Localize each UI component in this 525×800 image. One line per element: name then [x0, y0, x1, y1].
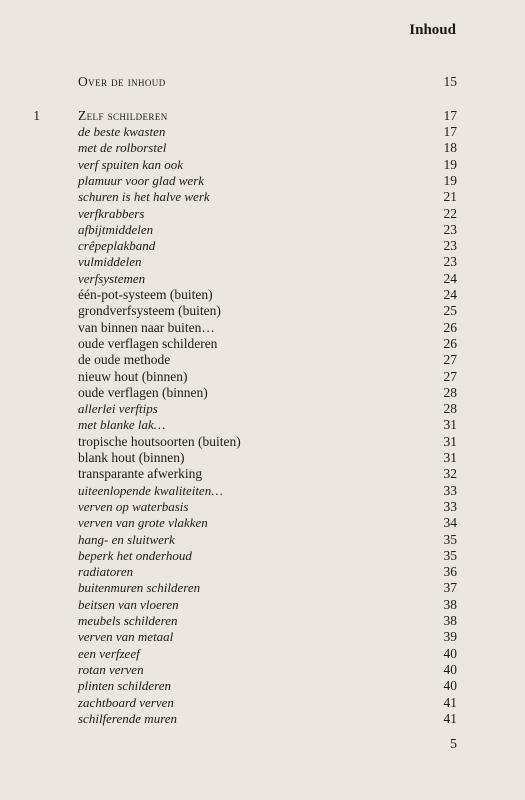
toc-entry-title: oude verflagen schilderen	[78, 335, 218, 351]
toc-entry-page: 27	[443, 368, 457, 384]
toc-entry[interactable]	[78, 173, 457, 189]
toc-entry[interactable]	[78, 238, 457, 254]
toc-entry-page: 35	[443, 547, 457, 563]
toc-entry-title: oude verflagen (binnen)	[78, 384, 208, 400]
toc-entry[interactable]	[78, 189, 457, 205]
toc-entry[interactable]	[78, 385, 457, 401]
toc-entry-page: 23	[443, 221, 457, 237]
toc-entry[interactable]	[78, 515, 457, 531]
toc-entry-title: afbijtmiddelen	[78, 221, 154, 237]
toc-entry[interactable]	[78, 222, 457, 238]
toc-entry-title: hang- en sluitwerk	[78, 531, 175, 547]
toc-entry-page: 22	[443, 205, 457, 221]
toc-entry-title: de oude methode	[78, 352, 171, 368]
toc-entry[interactable]	[78, 287, 457, 303]
toc-entry[interactable]	[78, 678, 457, 694]
toc-entry-page: 24	[443, 270, 457, 286]
toc-entry[interactable]	[78, 466, 457, 482]
toc-entry-title: Zelf schilderen	[78, 108, 168, 123]
toc-entry-title: blank hout (binnen)	[78, 450, 185, 465]
toc-entry-page: 26	[443, 335, 457, 351]
toc-entry[interactable]	[78, 417, 457, 433]
toc-entry-page: 24	[443, 287, 457, 302]
toc-entry[interactable]	[78, 483, 457, 499]
toc-entry-page: 19	[443, 156, 457, 172]
toc-entry-title: uiteenlopende kwaliteiten…	[78, 482, 223, 498]
toc-entry-title: plinten schilderen	[78, 678, 172, 694]
toc-entry-title: buitenmuren schilderen	[78, 580, 201, 596]
toc-entry-page: 17	[443, 124, 457, 139]
toc-entry[interactable]	[78, 499, 457, 515]
toc-entry[interactable]	[78, 597, 457, 613]
toc-entry[interactable]	[78, 434, 457, 450]
toc-entry[interactable]	[78, 254, 457, 270]
toc-entry-title: verven op waterbasis	[78, 498, 189, 514]
toc-entry-title: verven van grote vlakken	[78, 515, 208, 531]
toc-entry-title: meubels schilderen	[78, 613, 178, 628]
toc-entry-title: zachtboard verven	[78, 694, 174, 710]
toc-entry-title: de beste kwasten	[78, 124, 166, 139]
toc-entry-title: rotan verven	[78, 661, 144, 677]
toc-entry-title: crêpeplakband	[78, 238, 156, 254]
toc-entry-page: 40	[443, 678, 457, 694]
toc-entry-title: schuren is het halve werk	[78, 189, 210, 205]
toc-entry-page: 37	[443, 580, 457, 596]
toc-entry-page: 36	[443, 564, 457, 580]
toc-entry-page: 41	[443, 710, 457, 726]
toc-entry-page: 26	[443, 319, 457, 335]
toc-entry-page: 17	[443, 108, 457, 123]
toc-entry-page: 40	[443, 645, 457, 661]
toc-entry[interactable]	[78, 662, 457, 678]
toc-entry-page: 27	[443, 352, 457, 368]
toc-entry-page: 33	[443, 482, 457, 498]
toc-entry[interactable]	[78, 369, 457, 385]
toc-entry-title: verfsystemen	[78, 270, 146, 286]
toc-entry-title: verf spuiten kan ook	[78, 156, 184, 172]
toc-entry-page: 41	[443, 694, 457, 710]
toc-entry-title: één-pot-systeem (buiten)	[78, 287, 213, 302]
toc-entry-title: beperk het onderhoud	[78, 547, 192, 563]
toc-entry[interactable]	[78, 74, 457, 90]
toc-entry[interactable]	[78, 711, 457, 727]
toc-entry[interactable]	[78, 580, 457, 596]
toc-entry-title: beitsen van vloeren	[78, 596, 179, 612]
toc-entry[interactable]	[78, 695, 457, 711]
toc-entry[interactable]	[78, 336, 457, 352]
toc-entry-page: 38	[443, 596, 457, 612]
toc-entry-title: plamuur voor glad werk	[78, 172, 205, 188]
toc-entry-title: verfkrabbers	[78, 205, 145, 221]
toc-entry[interactable]	[78, 124, 457, 140]
toc-entry-page: 28	[443, 401, 457, 417]
toc-entry-title: schilferende muren	[78, 710, 178, 726]
toc-entry[interactable]	[78, 206, 457, 222]
toc-entry-title: Over de inhoud	[78, 74, 166, 89]
toc-entry-page: 33	[443, 498, 457, 514]
toc-entry-title: radiatoren	[78, 564, 134, 580]
toc-entry-page: 39	[443, 629, 457, 645]
toc-entry[interactable]	[78, 320, 457, 336]
toc-entry-title: allerlei verftips	[78, 401, 158, 417]
toc-entry-title: nieuw hout (binnen)	[78, 368, 188, 384]
toc-entry-title: met blanke lak…	[78, 417, 166, 433]
toc-entry[interactable]	[78, 548, 457, 564]
toc-entry-page: 31	[443, 450, 457, 465]
toc-entry-title: transparante afwerking	[78, 466, 203, 482]
toc-entry-page: 23	[443, 254, 457, 270]
toc-entry-page: 31	[443, 433, 457, 449]
toc-entry-page: 34	[443, 515, 457, 531]
toc-entry-title: grondverfsysteem (buiten)	[78, 303, 221, 319]
toc-entry[interactable]	[78, 352, 457, 368]
page-title: Inhoud	[409, 22, 456, 38]
toc-entry-page: 19	[443, 172, 457, 188]
toc-entry-page: 25	[443, 303, 457, 319]
toc-entry-page: 32	[443, 466, 457, 482]
toc-entry[interactable]	[78, 401, 457, 417]
toc-entry[interactable]	[78, 271, 457, 287]
toc-entry[interactable]	[78, 108, 457, 124]
toc-entry-title: verven van metaal	[78, 629, 174, 645]
toc-entry-title: een verfzeef	[78, 645, 140, 661]
toc-entry[interactable]	[78, 646, 457, 662]
toc-entry[interactable]	[78, 303, 457, 319]
toc-entry[interactable]	[78, 157, 457, 173]
toc-entry-title: vulmiddelen	[78, 254, 142, 270]
toc-entry-page: 15	[443, 74, 457, 89]
toc-entry-page: 31	[443, 417, 457, 433]
toc-entry[interactable]	[78, 564, 457, 580]
toc-entry[interactable]	[78, 532, 457, 548]
toc-entry-title: van binnen naar buiten…	[78, 319, 215, 335]
toc-entry-page: 23	[443, 238, 457, 254]
chapter-number: 1	[33, 108, 40, 123]
toc-entry-page: 38	[443, 613, 457, 628]
toc-entry[interactable]	[78, 629, 457, 645]
toc-entry[interactable]	[78, 450, 457, 466]
toc-entry-page: 35	[443, 531, 457, 547]
toc-entry-title: tropische houtsoorten (buiten)	[78, 433, 241, 449]
toc-entry-page: 18	[443, 140, 457, 156]
toc-entry-page: 40	[443, 661, 457, 677]
toc-entry[interactable]	[78, 613, 457, 629]
page-number: 5	[450, 737, 457, 752]
toc-entry[interactable]	[78, 140, 457, 156]
toc-entry-page: 21	[443, 189, 457, 205]
toc-entry-page: 28	[443, 384, 457, 400]
toc-entry-title: met de rolborstel	[78, 140, 167, 156]
